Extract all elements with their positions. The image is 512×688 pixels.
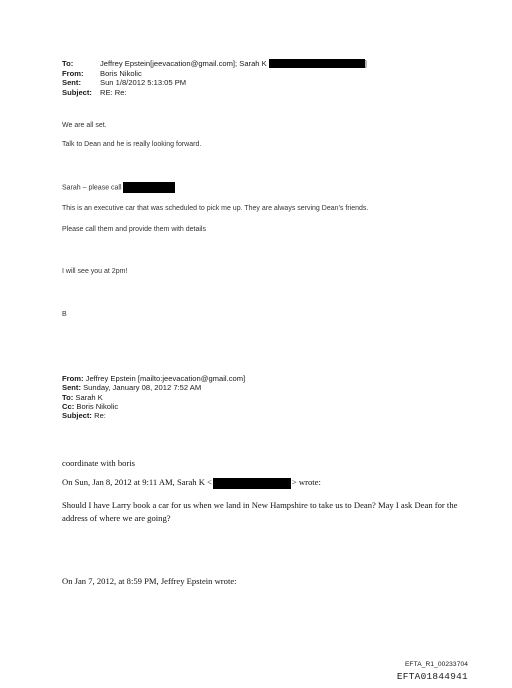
thread-quote-epstein: On Jan 7, 2012, at 8:59 PM, Jeffrey Epstein wrote:: [62, 576, 237, 586]
fwd-subject-value: Re:: [94, 411, 106, 421]
bracket-glyph: ]: [364, 59, 367, 68]
redaction-bar: [269, 59, 365, 68]
fwd-subject-label: Subject:: [62, 411, 92, 421]
thread-coordinate: coordinate with boris: [62, 458, 136, 468]
fwd-from-value: Jeffrey Epstein [mailto:jeevacation@gmail.com]: [85, 374, 246, 383]
fwd-cc-label: Cc:: [62, 401, 75, 411]
header-subject-row: [62, 88, 367, 98]
body-line-sarah: [62, 182, 175, 193]
forwarded-header: [62, 374, 245, 420]
sent-label: Sent:: [62, 78, 81, 87]
email-header: [62, 59, 367, 97]
body-line-call-them: Please call them and provide them with details: [62, 226, 206, 233]
quote1-prefix: On Sun, Jan 8, 2012 at 9:11 AM, Sarah K <: [62, 477, 212, 487]
header-to-row: [62, 59, 367, 69]
fwd-sent-label: Sent:: [62, 383, 81, 393]
fwd-subject-row: [62, 411, 245, 420]
fwd-cc-row: [62, 402, 245, 411]
redaction-bar: [213, 478, 291, 489]
sent-value: Sun 1/8/2012 5:13:05 PM: [100, 78, 187, 87]
redaction-bar: [123, 182, 175, 193]
fwd-sent-value: Sunday, January 08, 2012 7:52 AM: [83, 383, 202, 393]
fwd-sent-row: [62, 383, 245, 392]
header-from-row: [62, 69, 367, 79]
fwd-to-row: [62, 393, 245, 402]
thread-question: Should I have Larry book a car for us when we land in New Hampshire to take us to Dean? May I ask Dean for the address of where we are going?: [62, 500, 458, 523]
to-label: To:: [62, 59, 74, 68]
sarah-text: Sarah – please call: [62, 184, 122, 192]
fwd-cc-value: Boris Nikolic: [76, 401, 119, 411]
body-line-all-set: We are all set.: [62, 122, 107, 129]
body-line-talk-dean: Talk to Dean and he is really looking forward.: [62, 141, 202, 148]
subject-value: RE: Re:: [100, 87, 127, 97]
to-value: Jeffrey Epstein[jeevacation@gmail.com]; Sarah K: [100, 59, 267, 68]
body-line-signature: B: [62, 311, 67, 318]
fwd-from-label: From:: [62, 374, 84, 383]
thread-quote-sarah: [62, 477, 321, 489]
from-value: Boris Nikolic: [100, 68, 142, 78]
body-line-executive-car: This is an executive car that was scheduled to pick me up. They are always serving Dean’s friends.: [62, 205, 369, 212]
header-sent-row: [62, 78, 367, 88]
quote1-suffix: > wrote:: [291, 477, 321, 487]
from-label: From:: [62, 68, 84, 78]
bates-number-r1: EFTA_R1_00233704: [404, 661, 468, 668]
fwd-to-value: Sarah K: [75, 392, 103, 402]
fwd-from-row: [62, 374, 245, 383]
fwd-to-label: To:: [62, 392, 74, 402]
subject-label: Subject:: [62, 87, 92, 97]
bates-number: EFTA01844941: [396, 671, 468, 682]
body-line-see-you: I will see you at 2pm!: [62, 268, 128, 275]
